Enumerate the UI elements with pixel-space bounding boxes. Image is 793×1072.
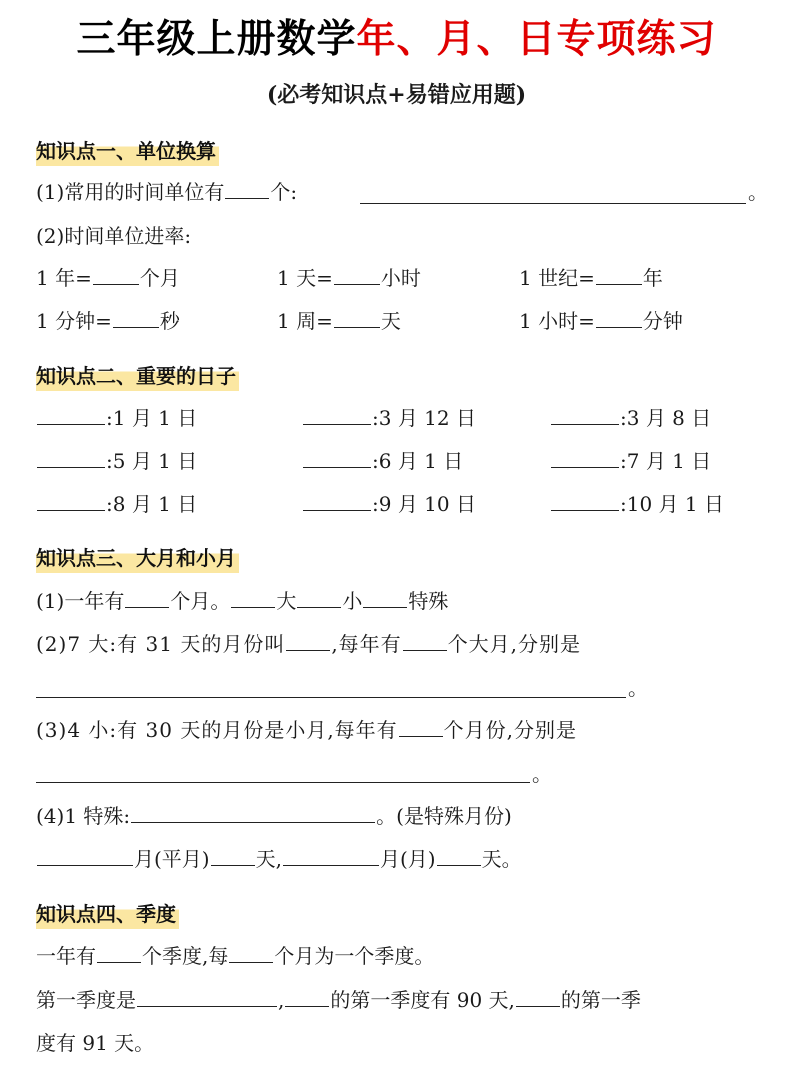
answer-blank[interactable]: [286, 630, 330, 651]
s1-question-2: (2)时间单位进率:: [36, 224, 192, 248]
section-heading-2: 知识点二、重要的日子: [36, 361, 239, 391]
title-red-part: 年、月、日专项练习: [356, 17, 717, 62]
s3-question-3: (3)4 小:有 30 天的月份是小月,每年有 个月份,分别是: [36, 718, 578, 742]
answer-blank[interactable]: [211, 845, 255, 866]
s1-q1-period: 。: [748, 180, 768, 204]
date-item: :8 月 1 日: [36, 490, 197, 518]
conversion-item: 1 年= 个月: [36, 266, 180, 290]
answer-blank[interactable]: [303, 490, 371, 511]
answer-blank[interactable]: [37, 490, 105, 511]
answer-blank[interactable]: [403, 630, 447, 651]
conversion-item: 1 天= 小时: [277, 266, 421, 290]
date-item: :9 月 10 日: [302, 490, 476, 518]
s4-line-3: 度有 91 天。: [36, 1031, 155, 1055]
answer-blank[interactable]: [399, 716, 443, 737]
page-title: [0, 8, 793, 64]
answer-blank[interactable]: [297, 587, 341, 608]
title-black-part: 三年级上册数学: [76, 17, 357, 62]
conversion-item: 1 周= 天: [277, 309, 401, 333]
date-item: :5 月 1 日: [36, 447, 197, 475]
answer-blank[interactable]: [36, 697, 626, 698]
s3-q3-period: 。: [532, 762, 552, 786]
answer-blank[interactable]: [363, 587, 407, 608]
answer-blank[interactable]: [596, 264, 642, 285]
section-heading-1: 知识点一、单位换算: [36, 136, 219, 166]
answer-blank[interactable]: [37, 404, 105, 425]
answer-blank[interactable]: [97, 942, 141, 963]
answer-blank[interactable]: [551, 490, 619, 511]
section-heading-3: 知识点三、大月和小月: [36, 543, 239, 573]
s3-question-4: (4)1 特殊: 。(是特殊月份): [36, 804, 512, 828]
s3-question-1: (1)一年有 个月。 大 小 特殊: [36, 589, 449, 613]
answer-blank[interactable]: [360, 203, 746, 204]
answer-blank[interactable]: [516, 986, 560, 1007]
s3-question-5: 月(平月) 天, 月(月) 天。: [36, 845, 522, 873]
answer-blank[interactable]: [125, 587, 169, 608]
answer-blank[interactable]: [303, 447, 371, 468]
section-heading-4: 知识点四、季度: [36, 899, 179, 929]
answer-blank[interactable]: [285, 986, 329, 1007]
answer-blank[interactable]: [334, 264, 380, 285]
s4-line-2: 第一季度是 , 的第一季度有 90 天, 的第一季: [36, 988, 641, 1012]
date-item: :3 月 8 日: [550, 404, 711, 432]
answer-blank[interactable]: [437, 845, 481, 866]
date-item: :1 月 1 日: [36, 404, 197, 432]
answer-blank[interactable]: [334, 307, 380, 328]
answer-blank[interactable]: [131, 802, 375, 823]
answer-blank[interactable]: [283, 845, 379, 866]
s1-question-1: (1)常用的时间单位有 个:: [36, 180, 298, 204]
answer-blank[interactable]: [37, 447, 105, 468]
s4-line-1: 一年有 个季度,每 个月为一个季度。: [36, 944, 435, 968]
answer-blank[interactable]: [93, 264, 139, 285]
date-item: :10 月 1 日: [550, 490, 724, 518]
answer-blank[interactable]: [229, 942, 273, 963]
conversion-item: 1 分钟= 秒: [36, 309, 180, 333]
answer-blank[interactable]: [225, 178, 269, 199]
date-item: :6 月 1 日: [302, 447, 463, 475]
s3-question-2: (2)7 大:有 31 天的月份叫 ,每年有 个大月,分别是: [36, 632, 582, 656]
answer-blank[interactable]: [303, 404, 371, 425]
answer-blank[interactable]: [137, 986, 277, 1007]
answer-blank[interactable]: [551, 447, 619, 468]
answer-blank[interactable]: [596, 307, 642, 328]
conversion-item: 1 小时= 分钟: [519, 309, 683, 333]
answer-blank[interactable]: [551, 404, 619, 425]
answer-blank[interactable]: [231, 587, 275, 608]
answer-blank[interactable]: [36, 782, 530, 783]
answer-blank[interactable]: [37, 845, 133, 866]
conversion-item: 1 世纪= 年: [519, 266, 663, 290]
answer-blank[interactable]: [113, 307, 159, 328]
date-item: :7 月 1 日: [550, 447, 711, 475]
date-item: :3 月 12 日: [302, 404, 476, 432]
s3-q2-period: 。: [628, 676, 648, 700]
page-subtitle: (必考知识点+易错应用题): [266, 82, 527, 108]
